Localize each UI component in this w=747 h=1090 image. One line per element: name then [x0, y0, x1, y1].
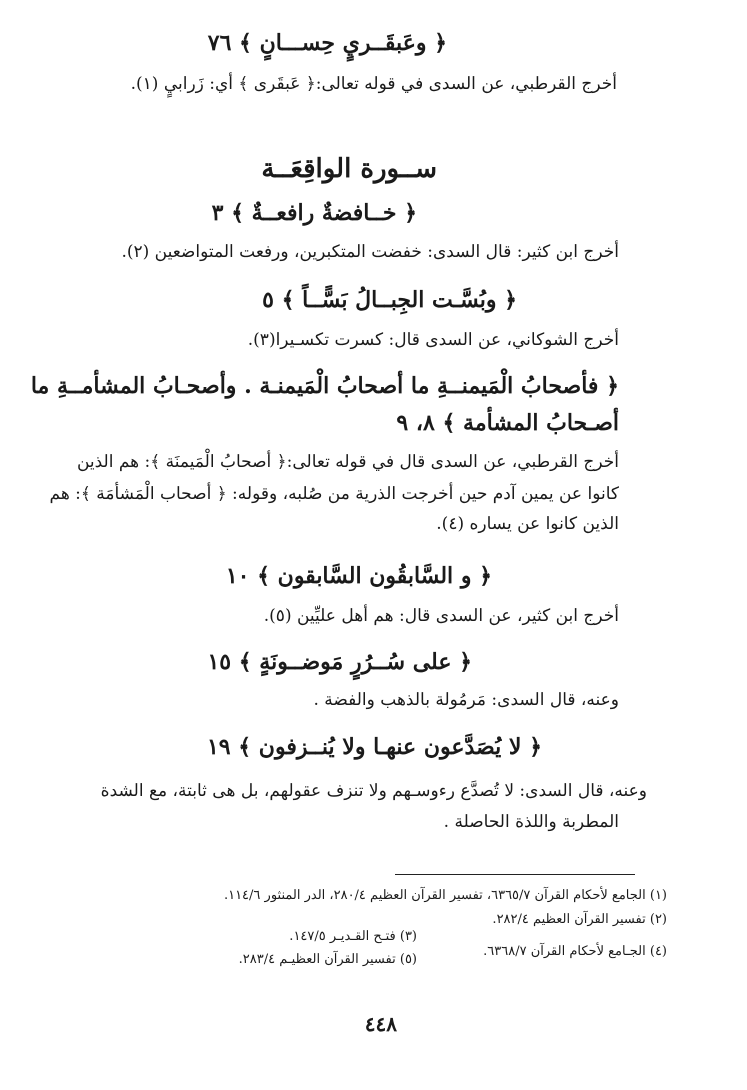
- surah-title: ســورة الواقِعَــة: [261, 154, 437, 184]
- footnote-2: (٢) تفسير القرآن العظيم ٢٨٢/٤.: [492, 912, 667, 927]
- page-number: ٤٤٨: [364, 1012, 397, 1036]
- commentary-line: أخرج القرطبي، عن السدى في قوله تعالى:﴿ عَبقَرى ﴾ أي: زَرابيٍ (١).: [130, 74, 617, 94]
- footnote-3: (٣) فتـح القـديـر ١٤٧/٥.: [289, 929, 417, 944]
- verse-15: ﴿ على سُــرُرٍ مَوضــونَةٍ ﴾ ١٥: [207, 649, 472, 675]
- footnote-1: (١) الجامع لأحكام القرآن ٦٣٦٥/٧، تفسير القرآن العظيم ٢٨٠/٤، الدر المنثور ١١٤/٦.: [223, 888, 667, 903]
- commentary-line: وعنه، قال السدى: لا تُصدَّع رءوسـهم ولا تنزف عقولهم، بل هى ثابتة، مع الشدة: [100, 781, 647, 801]
- commentary-line: أخرج الشوكاني، عن السدى قال: كسرت تكسـيرا(٣).: [247, 330, 619, 350]
- verse-3: ﴿ خــافضةٌ رافعــةٌ ﴾ ٣: [211, 200, 417, 226]
- commentary-line: المطربة واللذة الحاصلة .: [443, 812, 619, 832]
- verse-8-9-line-2: أصـحابُ المشأمة ﴾ ٨، ٩: [396, 410, 619, 436]
- commentary-line: أخرج ابن كثير، عن السدى قال: هم أهل عليِّين (٥).: [263, 606, 619, 626]
- commentary-line: وعنه، قال السدى: مَرمُولة بالذهب والفضة .: [313, 690, 619, 710]
- verse-76: ﴿ وعَبقَــريٍ حِســـانٍ ﴾ ٧٦: [207, 30, 447, 56]
- footnote-5: (٥) تفسير القرآن العظيـم ٢٨٣/٤.: [238, 952, 417, 967]
- verse-19: ﴿ لا يُصَدَّعون عنهـا ولا يُنــزفون ﴾ ١٩: [206, 734, 542, 760]
- footnote-4: (٤) الجـامع لأحكام القرآن ٦٣٦٨/٧.: [483, 944, 667, 959]
- verse-8-9-line-1: ﴿ فأصحابُ الْمَيمنــةِ ما أصحابُ الْمَيمنـة . وأصحـابُ المشأمــةِ ما: [30, 373, 619, 399]
- commentary-line: أخرج القرطبي، عن السدى قال في قوله تعالى:﴿ أصحابُ الْمَيمنَة ﴾: هم الذين: [76, 452, 619, 472]
- commentary-line: أخرج ابن كثير: قال السدى: خفضت المتكبرين، ورفعت المتواضعين (٢).: [121, 242, 619, 262]
- commentary-line: الذين كانوا عن يساره (٤).: [436, 514, 619, 534]
- footnote-separator: [395, 874, 635, 875]
- commentary-line: كانوا عن يمين آدم حين أخرجت الذرية من صُلبه، وقوله: ﴿ أصحاب الْمَشأمَة ﴾: هم: [49, 484, 619, 504]
- verse-10: ﴿ و السَّابقُون السَّابقون ﴾ ١٠: [225, 563, 492, 589]
- verse-5: ﴿ وبُسَّـت الجِبــالُ بَسًّــاً ﴾ ٥: [262, 287, 517, 313]
